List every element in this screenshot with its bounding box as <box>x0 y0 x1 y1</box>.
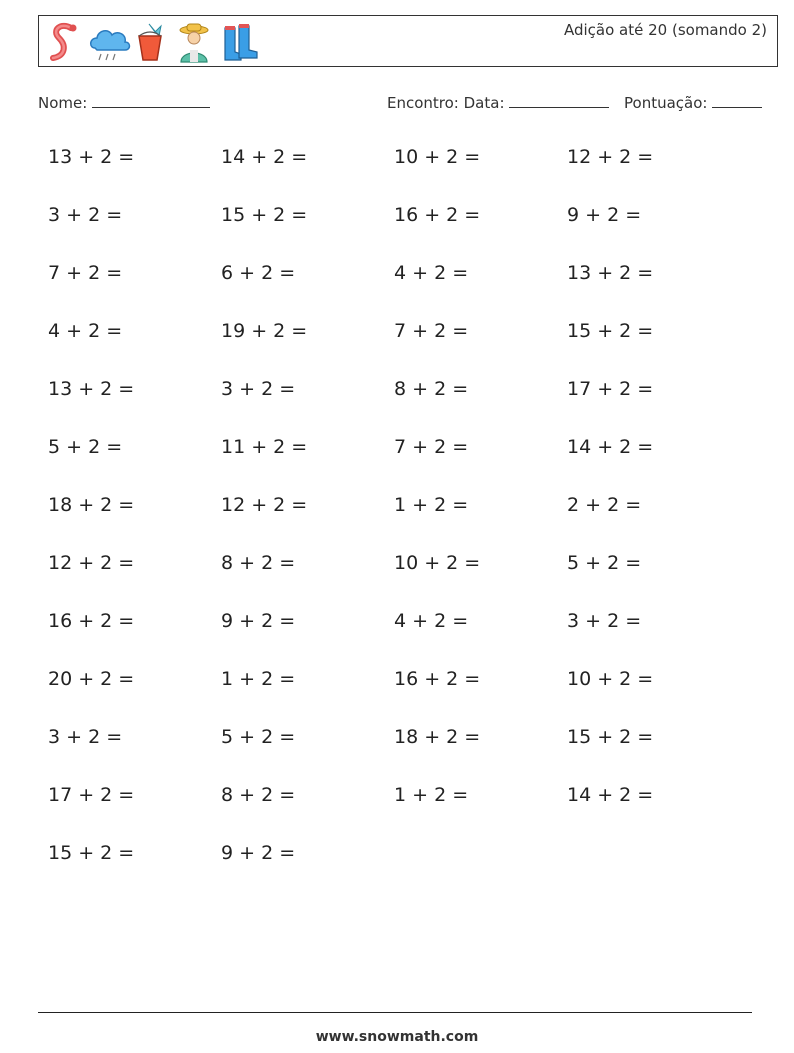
encounter-date-label: Encontro: Data: <box>387 94 505 112</box>
problem-item: 16 + 2 = <box>48 610 135 632</box>
problem-item: 16 + 2 = <box>394 204 481 226</box>
problem-item: 1 + 2 = <box>221 668 296 690</box>
problem-item: 10 + 2 = <box>567 668 654 690</box>
problem-item: 3 + 2 = <box>48 726 123 748</box>
problem-item: 12 + 2 = <box>221 494 308 516</box>
problem-item: 6 + 2 = <box>221 262 296 284</box>
problem-item: 4 + 2 = <box>394 610 469 632</box>
date-blank[interactable] <box>509 93 609 108</box>
fish-bucket-icon <box>131 20 169 64</box>
problem-item: 11 + 2 = <box>221 436 308 458</box>
problem-item: 5 + 2 = <box>48 436 123 458</box>
problem-item: 10 + 2 = <box>394 552 481 574</box>
problem-item: 7 + 2 = <box>394 436 469 458</box>
problem-item: 1 + 2 = <box>394 784 469 806</box>
problem-item: 14 + 2 = <box>567 436 654 458</box>
problem-item: 15 + 2 = <box>567 320 654 342</box>
problem-item: 3 + 2 = <box>221 378 296 400</box>
name-label: Nome: <box>38 94 88 112</box>
problem-item: 19 + 2 = <box>221 320 308 342</box>
name-field[interactable] <box>38 93 210 112</box>
problem-item: 15 + 2 = <box>221 204 308 226</box>
problem-item: 12 + 2 = <box>48 552 135 574</box>
problem-item: 16 + 2 = <box>394 668 481 690</box>
header-icons <box>43 20 257 64</box>
problem-item: 5 + 2 = <box>567 552 642 574</box>
problem-item: 13 + 2 = <box>48 146 135 168</box>
farmer-icon <box>175 20 213 64</box>
worksheet-header <box>38 15 778 67</box>
problem-item: 1 + 2 = <box>394 494 469 516</box>
worksheet-title: Adição até 20 (somando 2) <box>563 21 767 39</box>
problem-item: 18 + 2 = <box>48 494 135 516</box>
problem-item: 13 + 2 = <box>567 262 654 284</box>
date-field[interactable] <box>387 93 609 112</box>
problem-item: 7 + 2 = <box>48 262 123 284</box>
problem-item: 9 + 2 = <box>567 204 642 226</box>
problem-item: 4 + 2 = <box>48 320 123 342</box>
rain-cloud-icon <box>87 20 125 64</box>
score-label: Pontuação: <box>624 94 708 112</box>
problem-item: 8 + 2 = <box>394 378 469 400</box>
name-blank[interactable] <box>92 93 210 108</box>
problem-item: 15 + 2 = <box>567 726 654 748</box>
score-blank[interactable] <box>712 93 762 108</box>
problem-item: 5 + 2 = <box>221 726 296 748</box>
problem-item: 3 + 2 = <box>48 204 123 226</box>
problem-item: 15 + 2 = <box>48 842 135 864</box>
problem-item: 18 + 2 = <box>394 726 481 748</box>
footer-url: www.snowmath.com <box>315 1029 479 1045</box>
problem-item: 2 + 2 = <box>567 494 642 516</box>
problem-item: 20 + 2 = <box>48 668 135 690</box>
problem-item: 7 + 2 = <box>394 320 469 342</box>
problem-item: 13 + 2 = <box>48 378 135 400</box>
rain-boots-icon <box>219 20 257 64</box>
footer-divider <box>38 1012 752 1013</box>
problem-item: 8 + 2 = <box>221 784 296 806</box>
problem-item: 17 + 2 = <box>567 378 654 400</box>
problem-item: 10 + 2 = <box>394 146 481 168</box>
problem-item: 14 + 2 = <box>221 146 308 168</box>
problem-item: 9 + 2 = <box>221 610 296 632</box>
worm-icon <box>43 20 81 64</box>
problem-item: 9 + 2 = <box>221 842 296 864</box>
score-field[interactable] <box>624 93 762 112</box>
problem-item: 12 + 2 = <box>567 146 654 168</box>
problem-item: 14 + 2 = <box>567 784 654 806</box>
problem-item: 4 + 2 = <box>394 262 469 284</box>
problem-item: 8 + 2 = <box>221 552 296 574</box>
problem-item: 17 + 2 = <box>48 784 135 806</box>
problem-item: 3 + 2 = <box>567 610 642 632</box>
